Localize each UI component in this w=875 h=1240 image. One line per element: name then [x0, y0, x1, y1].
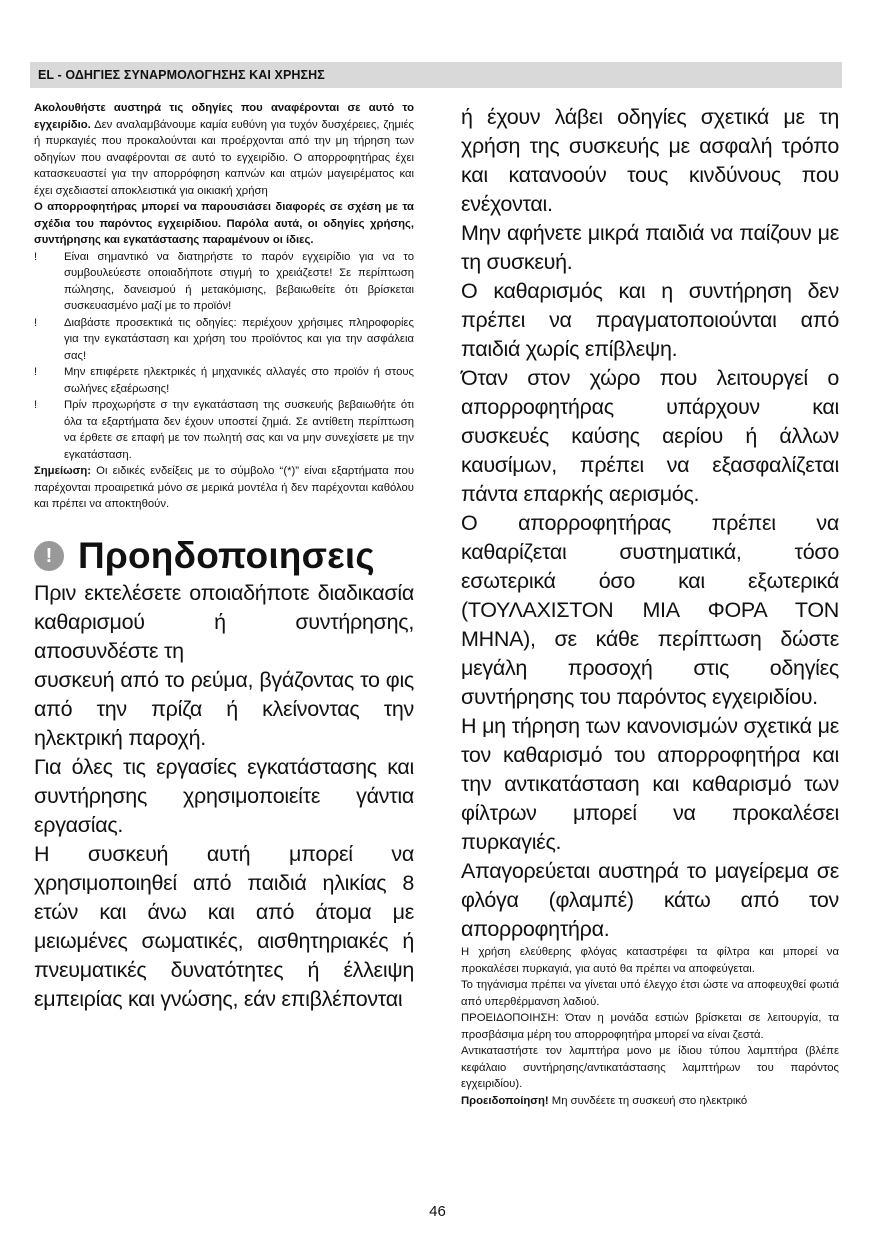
final-warning [461, 1093, 839, 1110]
bullet-text: Διαβάστε προσεκτικά τις οδηγίες: περιέχουν χρήσιμες πληροφορίες για την εγκατάσταση και χρήση του προϊόντος και για την ασφάλεια σας! [64, 316, 414, 362]
warning-paragraph: Η συσκευή αυτή μπορεί να χρησιμοποιηθεί από παιδιά ηλικίας 8 ετών και άνω και από άτομα με μειωμένες σωματικές, αισθητηριακές ή πνευματικές δυνατότητες ή έλλειψη εμπειρίας και γνώσης, εάν επιβλέπονται [34, 841, 414, 1011]
intro-text: Δεν αναλαμβάνουμε καμία ευθύνη για τυχόν δυσχέρειες, ζημιές ή πυρκαγιές που προκαλούνται και προέρχονται από την μη τήρηση των οδηγίων που αναφέρονται σε αυτό το εγχειρίδιο. Ο απορροφητήρας έχει κατασκευαστεί για την απορρόφηση καπνών και ατμών μαγειρέματος και έχει σχεδιαστεί αποκλειστικά για οικιακή χρήση [34, 118, 414, 197]
warning-paragraph: Ο απορροφητήρας πρέπει να καθαρίζεται συστηματικά, τόσο εσωτερικά όσο και εξωτερικά (ΤΟΥΛΑΧΙΣΤΟΝ ΜΙΑ ΦΟΡΑ ΤΟΝ ΜΗΝΑ), σε κάθε περίπτωση δώστε μεγάλη προσοχή στις οδηγίες συντήρησης του παρόντος εγχειριδίου. [461, 511, 839, 709]
warning-paragraph: Μην αφήνετε μικρά παιδιά να παίζουν με τη συσκευή. [461, 221, 839, 274]
bullet-item [34, 315, 414, 365]
section-header [30, 62, 842, 88]
bullet-item [34, 364, 414, 397]
exclamation-icon: ! [34, 399, 38, 411]
warning-paragraph: Για όλες τις εργασίες εγκατάστασης και συντήρησης χρησιμοποιείτε γάντια εργασίας. [34, 754, 414, 837]
warnings-heading [34, 535, 414, 577]
warning-paragraph: Απαγορεύεται αυστηρά το μαγείρεμα σε φλόγα (φλαμπέ) κάτω από τον απορροφητήρα. [461, 859, 839, 941]
bullet-item [34, 249, 414, 315]
small-paragraph: Η χρήση ελεύθερης φλόγας καταστρέφει τα φίλτρα και μπορεί να προκαλέσει πυρκαγιά, για αυτό θα πρέπει να αποφεύγεται. [461, 946, 839, 975]
section-title: EL - ΟΔΗΓΙΕΣ ΣΥΝΑΡΜΟΛΟΓΗΣΗΣ ΚΑΙ ΧΡΗΣΗΣ [38, 68, 325, 82]
page-number: 46 [429, 1203, 446, 1220]
left-column [34, 100, 414, 1014]
warning-paragraph: Όταν στον χώρο που λειτουργεί ο απορροφητήρας υπάρχουν και συσκευές καύσης αερίου ή άλλων καυσίμων, πρέπει να εξασφαλίζεται πάντα επαρκής αερισμός. [461, 366, 839, 506]
warnings-title: Προηδοποιησεις [78, 534, 375, 576]
small-paragraph: ΠΡΟΕΙΔΟΠΟΙΗΣΗ: Όταν η μονάδα εστιών βρίσκεται σε λειτουργία, τα προσβάσιμα μέρη του απορροφητήρα μπορεί να είναι ζεστά. [461, 1012, 839, 1041]
small-paragraph: Το τηγάνισμα πρέπει να γίνεται υπό έλεγχο έτσι ώστε να αποφευχθεί φωτιά από υπερθέρμανση λαδιού. [461, 979, 839, 1008]
final-warning-label: Προειδοποίηση! [461, 1094, 549, 1107]
warning-paragraph: ή έχουν λάβει οδηγίες σχετικά με τη χρήση της συσκευής με ασφαλή τρόπο και κατανοούν τους κινδύνους που ενέχονται. [461, 105, 839, 216]
warning-paragraph: Ο καθαρισμός και η συντήρηση δεν πρέπει να πραγματοποιούνται από παιδιά χωρίς επίβλεψη. [461, 279, 839, 361]
intro-paragraph [34, 100, 414, 199]
bullet-text: Πρίν προχωρήστε σ την εγκατάσταση της συσκευής βεβαιωθήτε ότι όλα τα εξαρτήματα δεν έχουν υποστεί ζημιά. Σε αντίθετη περίπτωση να έρθετε σε επαφή με τον πωλητή σας και να μην συνεχίσετε με την εγκατάσταση. [64, 399, 414, 461]
right-column [461, 100, 839, 1109]
exclamation-icon: ! [34, 316, 38, 329]
small-paragraph: Αντικαταστήστε τον λαμπτήρα μονο με ίδιου τύπου λαμπτήρα (βλέπε κεφάλαιο συντήρησης/αντικατάστασης λαμπτήρων του παρόντος εγχειριδίου). [461, 1045, 839, 1090]
note-text: Οι ειδικές ενδείξεις με το σύμβολο “(*)” είναι εξαρτήματα που παρέχονται προαιρετικά μόνο σε μερικά μοντέλα ή δεν παρέχονται καθόλου και πρέπει να αποκτηθούν. [34, 465, 414, 510]
final-warning-text: Μη συνδέετε τη συσκευή στο ηλεκτρικό [548, 1094, 748, 1107]
warning-paragraph: συσκευή από το ρεύμα, βγάζοντας το φις από την πρίζα ή κλείνοντας την ηλεκτρική παροχή. [34, 667, 414, 750]
warning-paragraph: Πριν εκτελέσετε οποιαδήποτε διαδικασία καθαρισμού ή συντήρησης, αποσυνδέστε τη [34, 580, 414, 663]
bullet-text: Μην επιφέρετε ηλεκτρικές ή μηχανικές αλλαγές στο προϊόν ή στους σωλήνες εξαέρωσης! [64, 366, 414, 395]
note-label: Σημείωση: [34, 465, 92, 477]
exclamation-icon: ! [34, 366, 38, 378]
warning-paragraph: Η μη τήρηση των κανονισμών σχετικά με τον καθαρισμό του απορροφητήρα και την αντικατάσταση και καθαρισμό των φίλτρων μπορεί να προκαλέσει πυρκαγιές. [461, 714, 839, 854]
exclamation-icon: ! [34, 250, 38, 263]
bullet-text: Είναι σημαντικό να διατηρήστε το παρόν εγχειρίδιο για να το συμβουλεύεστε οποιαδήποτε στιγμή το χρειάζεστε! Σε περίπτωση πώλησης, δανεισμού ή μετακόμισης, βεβαιωθείτε ότι βρίσκεται συσκευασμένο μαζί με το προϊόν! [64, 250, 414, 312]
design-note: Ο απορροφητήρας μπορεί να παρουσιάσει διαφορές σε σχέση με τα σχέδια του παρόντος εγχειρίδιου. Παρόλα αυτά, οι οδηγίες χρήσης, συντήρησης και εγκατάστασης παραμένουν οι ίδιες. [34, 201, 414, 246]
bullet-item [34, 397, 414, 463]
note-paragraph [34, 463, 414, 513]
intro-bold: Ακολουθήστε αυστηρά τις οδηγίες που αναφέρονται σε αυτό το εγχειρίδιο. [34, 102, 414, 131]
warning-icon: ! [34, 541, 64, 571]
